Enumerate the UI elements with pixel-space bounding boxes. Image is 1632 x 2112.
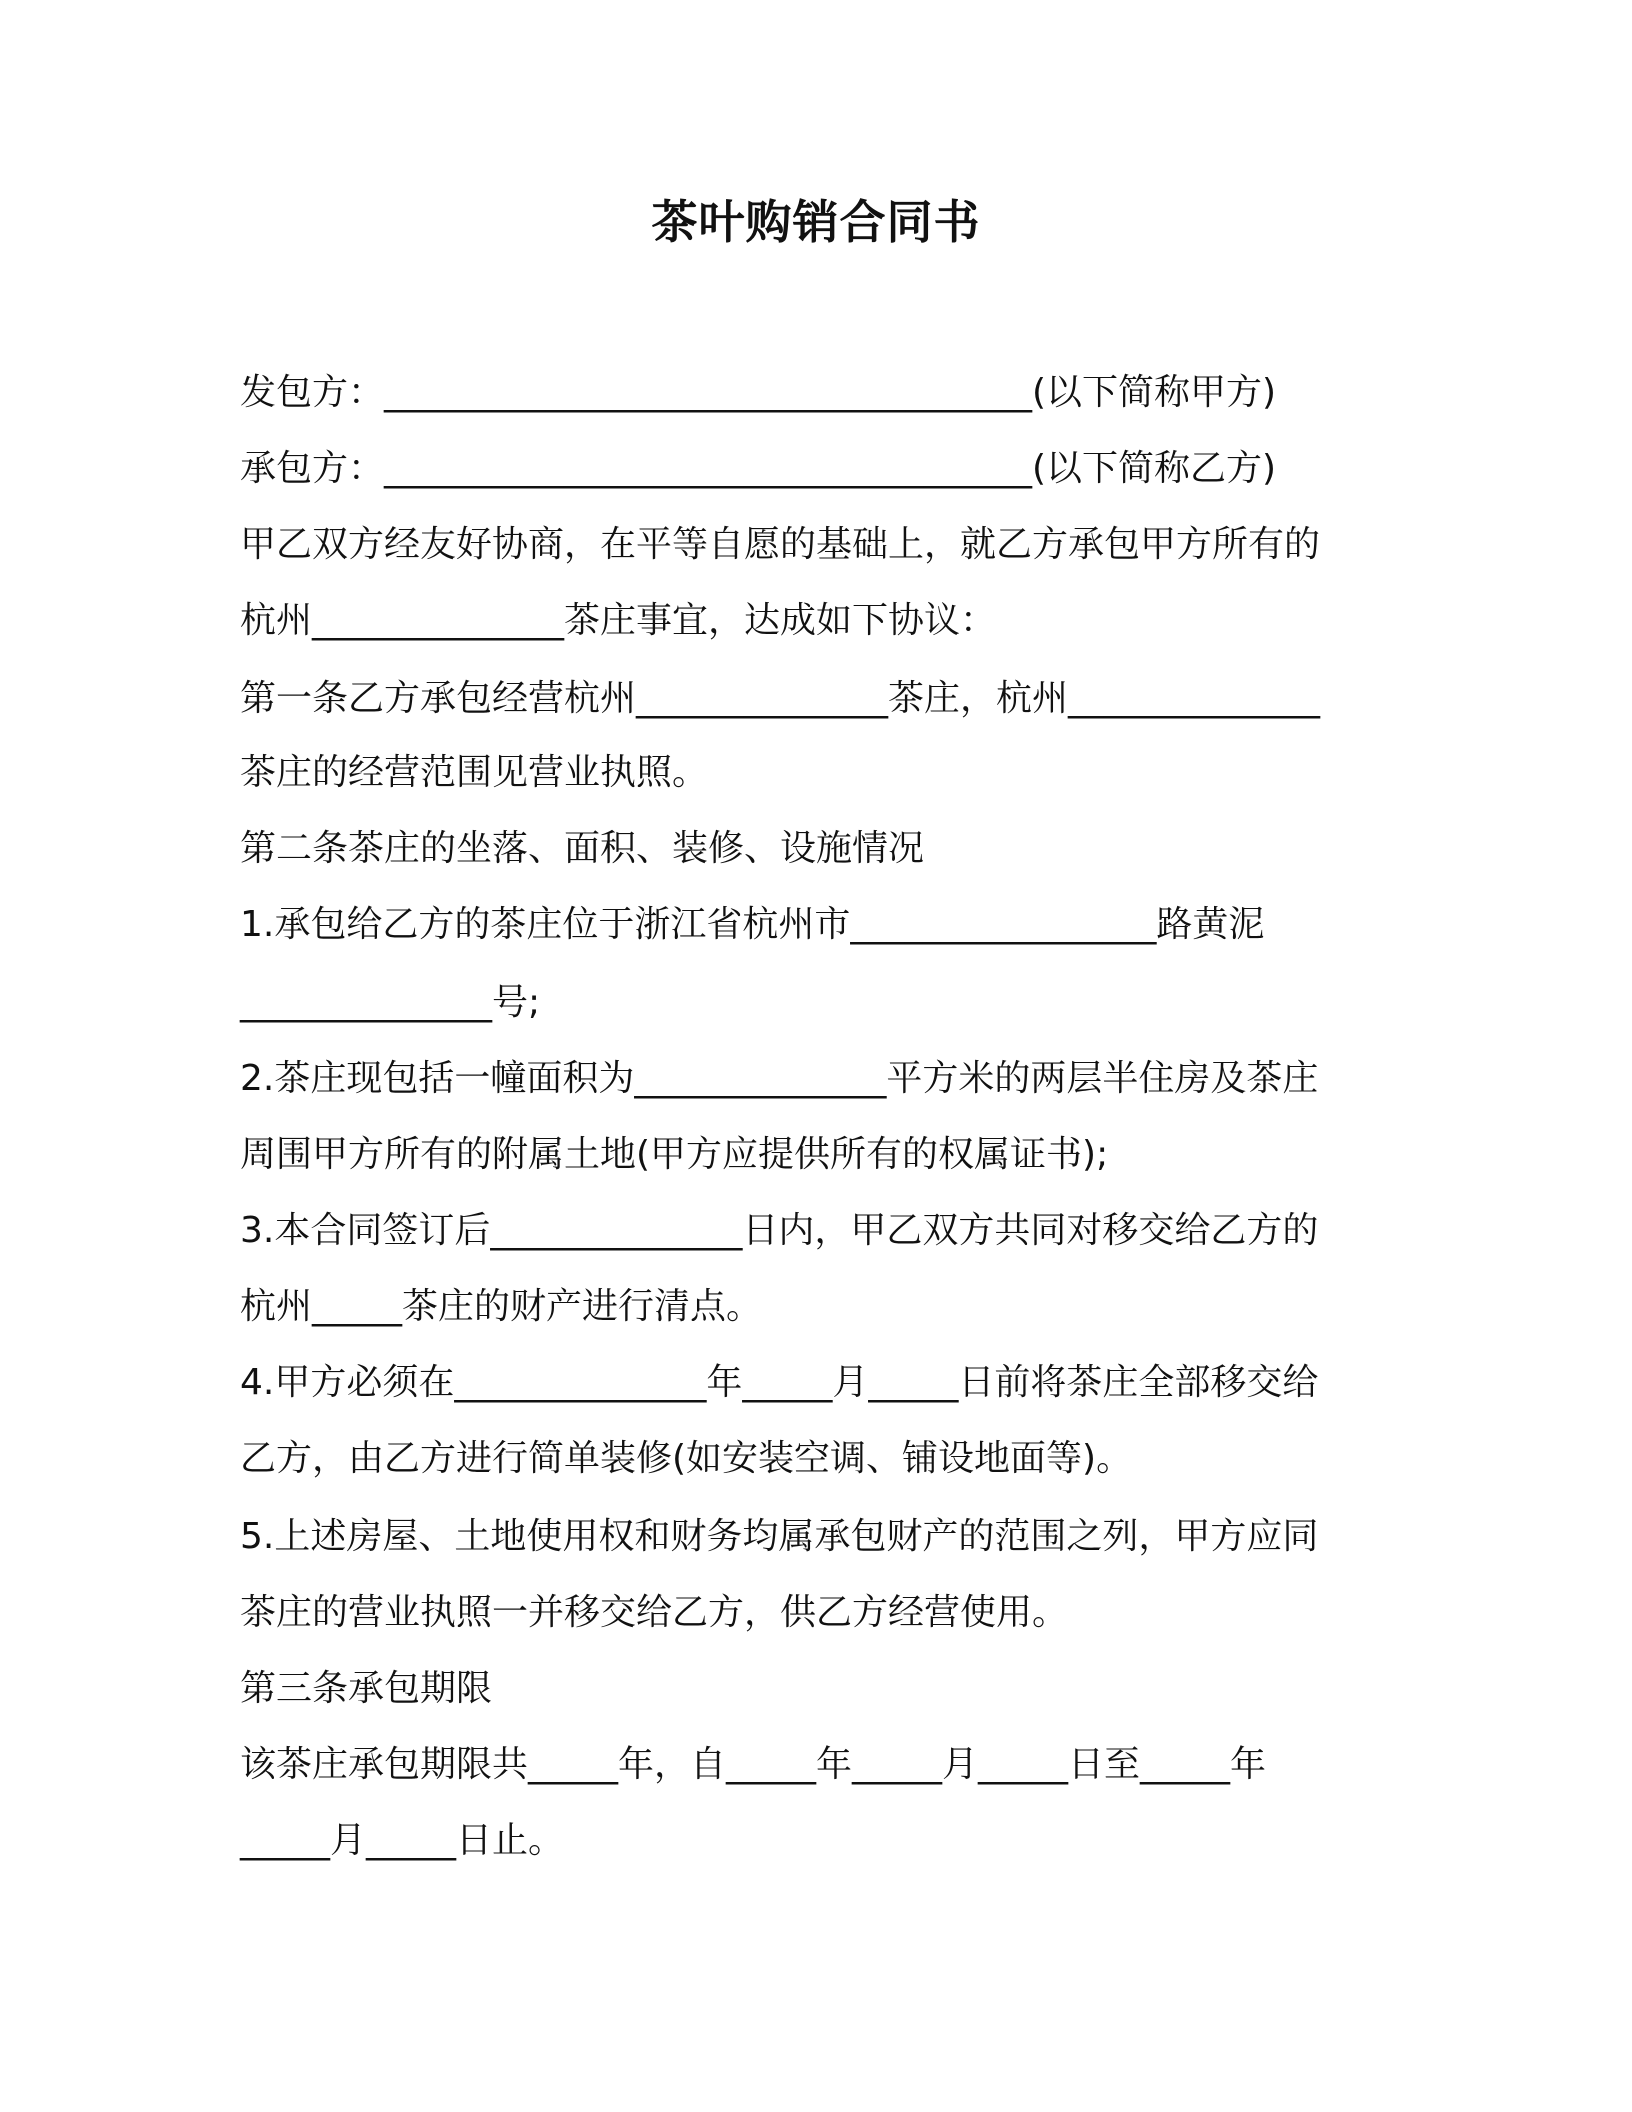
clause-line: 杭州_____茶庄的财产进行清点。 [240,1286,763,1327]
term-line: 该茶庄承包期限共_____年，自_____年_____月_____日至_____年 [240,1744,1267,1785]
article-2-heading: 第二条茶庄的坐落、面积、装修、设施情况 [240,828,925,869]
clause-line: ______________号; [240,982,541,1023]
paragraph-line: 杭州______________茶庄事宜，达成如下协议： [240,600,997,641]
clause-line: 1.承包给乙方的茶庄位于浙江省杭州市_________________路黄泥 [240,904,1265,945]
clause-line: 2.茶庄现包括一幢面积为______________平方米的两层半住房及茶庄 [240,1058,1319,1099]
clause-line: 周围甲方所有的附属土地(甲方应提供所有的权属证书); [240,1134,1109,1175]
article-3-heading: 第三条承包期限 [240,1668,493,1709]
paragraph-line: 甲乙双方经友好协商，在平等自愿的基础上，就乙方承包甲方所有的 [240,524,1321,565]
paragraph-line: 茶庄的经营范围见营业执照。 [240,752,709,793]
clause-line: 乙方，由乙方进行简单装修(如安装空调、铺设地面等)。 [240,1438,1133,1479]
article-1-line: 第一条乙方承包经营杭州______________茶庄，杭州______________ [240,678,1321,719]
document-title: 茶叶购销合同书 [651,195,981,249]
clause-line: 5.上述房屋、土地使用权和财务均属承包财产的范围之列，甲方应同 [240,1516,1319,1557]
clause-line: 4.甲方必须在______________年_____月_____日前将茶庄全部移交给 [240,1362,1319,1403]
term-line: _____月_____日止。 [240,1820,565,1861]
party-b-line: 承包方：____________________________________(以下简称乙方) [240,448,1277,489]
clause-line: 3.本合同签订后______________日内，甲乙双方共同对移交给乙方的 [240,1210,1319,1251]
party-a-line: 发包方：____________________________________(以下简称甲方) [240,372,1277,413]
clause-line: 茶庄的营业执照一并移交给乙方，供乙方经营使用。 [240,1592,1069,1633]
